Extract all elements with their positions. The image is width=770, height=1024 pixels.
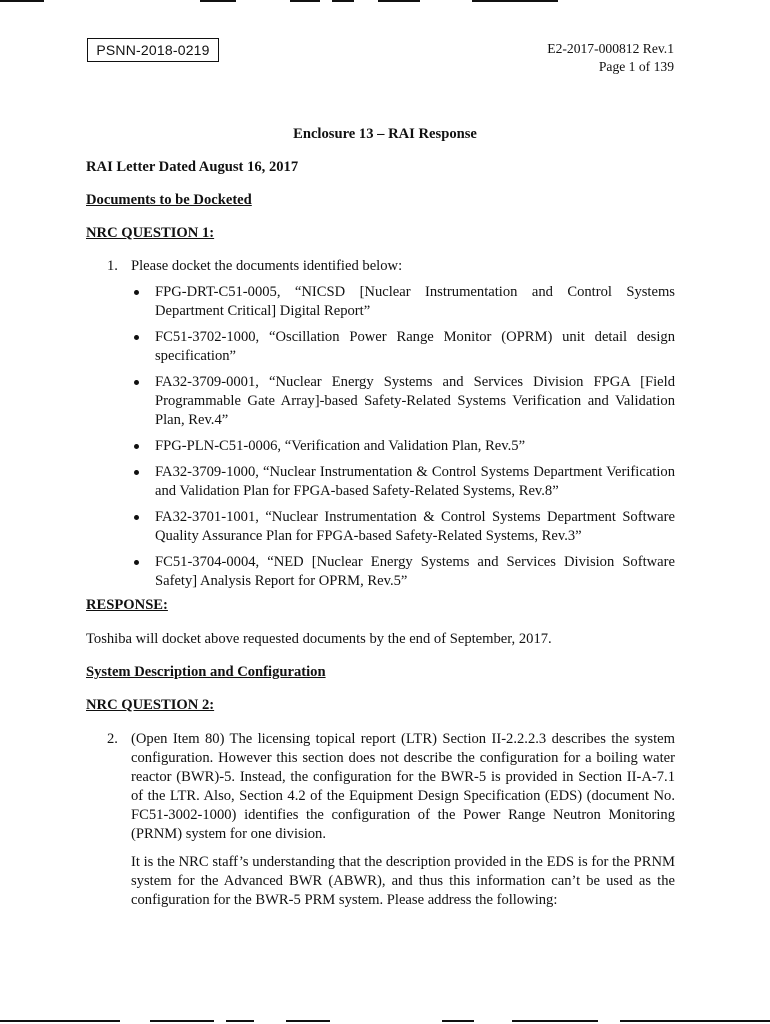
scan-edge-line: [512, 1020, 598, 1022]
scan-edge-line: [0, 1020, 120, 1022]
section-heading-system: System Description and Configuration: [86, 664, 326, 680]
question-1-number: 1.: [107, 258, 118, 274]
question-1-intro: Please docket the documents identified below:: [131, 258, 403, 274]
response-heading: RESPONSE:: [86, 597, 168, 613]
scan-edge-line: [332, 0, 354, 2]
scan-edge-line: [200, 0, 236, 2]
bullet-dot: [134, 380, 139, 385]
scan-edge-line: [442, 1020, 474, 1022]
document-number: E2-2017-000812 Rev.1: [547, 41, 674, 56]
scan-edge-line: [226, 1020, 254, 1022]
scan-edge-line: [472, 0, 558, 2]
scan-edge-line: [620, 1020, 770, 1022]
bullet-dot: [134, 470, 139, 475]
document-id-block: [547, 40, 674, 76]
document-list-item: FC51-3704-0004, “NED [Nuclear Energy Systems and Services Division Software Safety] Analysis Report for OPRM, Rev.5”: [155, 554, 675, 589]
document-list-item: FA32-3709-0001, “Nuclear Energy Systems and Services Division FPGA [Field Programmable Gate Array]-based Safety-Related Systems Verification and Validation Plan, Rev.4”: [155, 374, 675, 428]
question-2-paragraph-1: (Open Item 80) The licensing topical report (LTR) Section II-2.2.2.3 describes the system configuration. However this section does not describe the configuration for a boiling water reactor (BWR)-5. Instead, the configuration for the BWR-5 is provided in Section II-A-7.1 of the LTR. Also, Section 4.2 of the Equipment Design Specification (EDS) (document No. FC51-3002-1000) identifies the configuration of the Power Range Neutron Monitoring (PRNM) system for one division.: [131, 731, 675, 842]
bullet-dot: [134, 560, 139, 565]
bullet-dot: [134, 290, 139, 295]
question-2-paragraph-2: It is the NRC staff’s understanding that the description provided in the EDS is for the PRNM system for the Advanced BWR (ABWR), and thus this information can’t be used as the configuration for the BWR-5 PRM system. Please address the following:: [131, 854, 675, 908]
page-number: Page 1 of 139: [598, 59, 674, 74]
document-list-item: FPG-DRT-C51-0005, “NICSD [Nuclear Instrumentation and Control Systems Department Critical] Digital Report”: [155, 284, 675, 319]
page-title: Enclosure 13 – RAI Response: [293, 126, 477, 142]
rai-letter-date: RAI Letter Dated August 16, 2017: [86, 159, 299, 175]
document-stamp: PSNN-2018-0219: [87, 38, 219, 62]
scan-edge-line: [150, 1020, 214, 1022]
document-list-item: FC51-3702-1000, “Oscillation Power Range Monitor (OPRM) unit detail design specification”: [155, 329, 675, 364]
document-list-item: FA32-3701-1001, “Nuclear Instrumentation & Control Systems Department Software Quality Assurance Plan for FPGA-based Safety-Related Systems, Rev.3”: [155, 509, 675, 544]
scan-edge-line: [290, 0, 320, 2]
question-1-heading: NRC QUESTION 1:: [86, 225, 215, 241]
bullet-dot: [134, 335, 139, 340]
document-list-item: FPG-PLN-C51-0006, “Verification and Validation Plan, Rev.5”: [155, 438, 526, 454]
document-list-item: FA32-3709-1000, “Nuclear Instrumentation & Control Systems Department Verification and Validation Plan for FPGA-based Safety-Related Systems, Rev.8”: [155, 464, 675, 499]
bullet-dot: [134, 444, 139, 449]
question-2-heading: NRC QUESTION 2:: [86, 697, 215, 713]
scan-edge-line: [0, 0, 44, 2]
scan-edge-line: [286, 1020, 330, 1022]
question-2-number: 2.: [107, 731, 118, 747]
scan-edge-line: [378, 0, 420, 2]
section-heading-documents: Documents to be Docketed: [86, 192, 252, 208]
bullet-dot: [134, 515, 139, 520]
response-text: Toshiba will docket above requested documents by the end of September, 2017.: [86, 631, 552, 647]
